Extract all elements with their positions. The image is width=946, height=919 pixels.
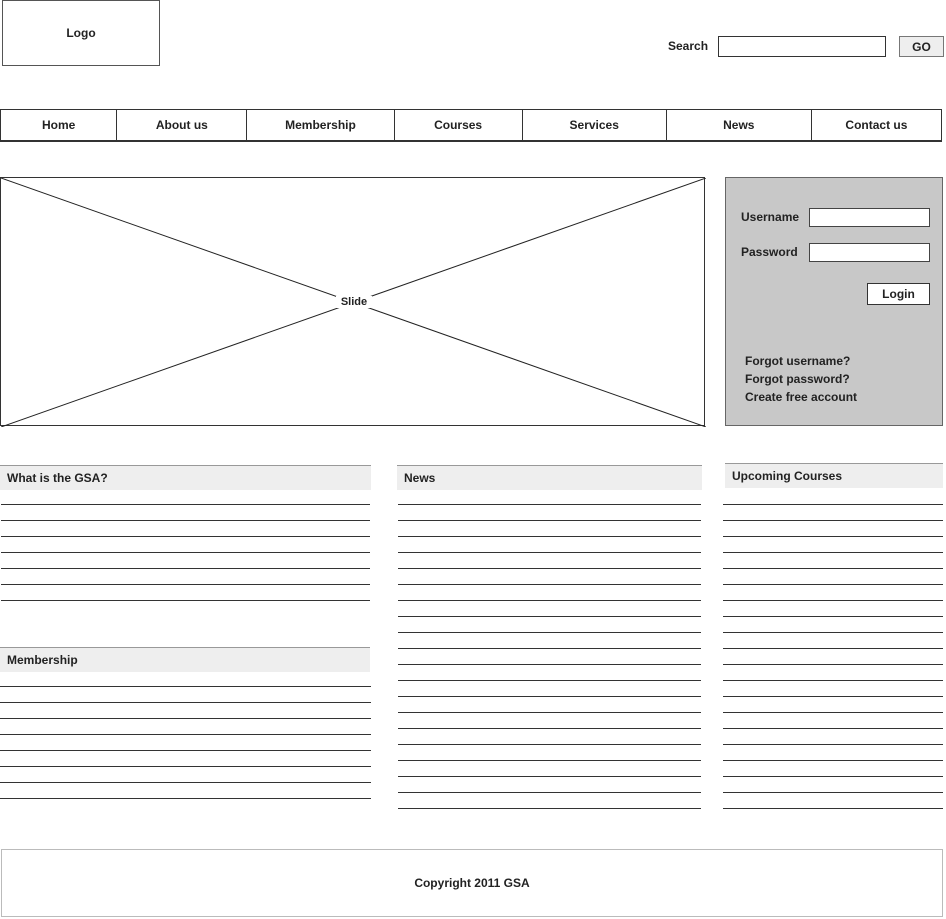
text-line — [398, 808, 701, 809]
text-line — [723, 536, 943, 537]
search-label: Search — [668, 39, 709, 53]
text-line — [398, 616, 701, 617]
membership-section-title: Membership — [0, 647, 370, 672]
text-line — [0, 766, 371, 767]
gsa-section-lines — [1, 504, 370, 601]
news-section-lines — [398, 504, 701, 809]
text-line — [1, 552, 370, 553]
membership-section-lines — [0, 686, 371, 799]
nav-item-contact-us[interactable]: Contact us — [845, 118, 908, 132]
nav-item-news[interactable]: News — [667, 110, 812, 140]
password-field[interactable] — [809, 243, 930, 262]
text-line — [0, 782, 371, 783]
username-label: Username — [741, 210, 800, 224]
text-line — [398, 744, 701, 745]
search-input[interactable] — [718, 36, 886, 57]
text-line — [0, 798, 371, 799]
gsa-section-title: What is the GSA? — [0, 465, 371, 490]
text-line — [723, 792, 943, 793]
footer — [1, 849, 943, 917]
text-line — [398, 584, 701, 585]
forgot-password-link[interactable]: Forgot password? — [745, 372, 850, 386]
text-line — [723, 680, 943, 681]
text-line — [398, 600, 701, 601]
text-line — [723, 504, 943, 505]
text-line — [398, 632, 701, 633]
text-line — [398, 648, 701, 649]
text-line — [0, 718, 371, 719]
create-account-link[interactable]: Create free account — [745, 390, 858, 404]
text-line — [723, 728, 943, 729]
text-line — [398, 664, 701, 665]
text-line — [723, 520, 943, 521]
text-line — [723, 616, 943, 617]
username-field[interactable] — [809, 208, 930, 227]
password-label: Password — [741, 245, 798, 259]
text-line — [723, 600, 943, 601]
main-nav — [0, 109, 942, 142]
text-line — [723, 808, 943, 809]
text-line — [398, 776, 701, 777]
text-line — [1, 600, 370, 601]
text-line — [0, 702, 371, 703]
copyright-text: Copyright 2011 GSA — [414, 876, 530, 890]
text-line — [0, 750, 371, 751]
text-line — [1, 504, 370, 505]
text-line — [398, 520, 701, 521]
text-line — [723, 760, 943, 761]
text-line — [723, 664, 943, 665]
text-line — [398, 504, 701, 505]
text-line — [0, 686, 371, 687]
text-line — [723, 568, 943, 569]
login-button[interactable]: Login — [867, 283, 930, 305]
text-line — [0, 734, 371, 735]
text-line — [723, 584, 943, 585]
text-line — [723, 696, 943, 697]
slide-label: Slide — [336, 296, 372, 308]
text-line — [398, 568, 701, 569]
go-button[interactable]: GO — [899, 36, 944, 57]
text-line — [398, 792, 701, 793]
text-line — [398, 536, 701, 537]
text-line — [1, 584, 370, 585]
text-line — [398, 680, 701, 681]
text-line — [723, 552, 943, 553]
nav-item-membership[interactable]: Membership — [247, 110, 394, 140]
news-section-title: News — [397, 465, 702, 490]
text-line — [723, 632, 943, 633]
nav-item-courses[interactable]: Courses — [395, 110, 523, 140]
logo: Logo — [2, 0, 160, 66]
nav-item-services[interactable]: Services — [523, 110, 667, 140]
text-line — [723, 744, 943, 745]
nav-item-home[interactable]: Home — [1, 110, 117, 140]
text-line — [723, 648, 943, 649]
courses-section-lines — [723, 504, 943, 809]
text-line — [398, 760, 701, 761]
text-line — [723, 776, 943, 777]
nav-item-about-us[interactable]: About us — [117, 110, 247, 140]
text-line — [723, 712, 943, 713]
text-line — [398, 712, 701, 713]
text-line — [398, 552, 701, 553]
courses-section-title: Upcoming Courses — [725, 463, 943, 488]
text-line — [1, 536, 370, 537]
text-line — [1, 520, 370, 521]
text-line — [398, 696, 701, 697]
forgot-username-link[interactable]: Forgot username? — [745, 354, 851, 368]
text-line — [1, 568, 370, 569]
text-line — [398, 728, 701, 729]
